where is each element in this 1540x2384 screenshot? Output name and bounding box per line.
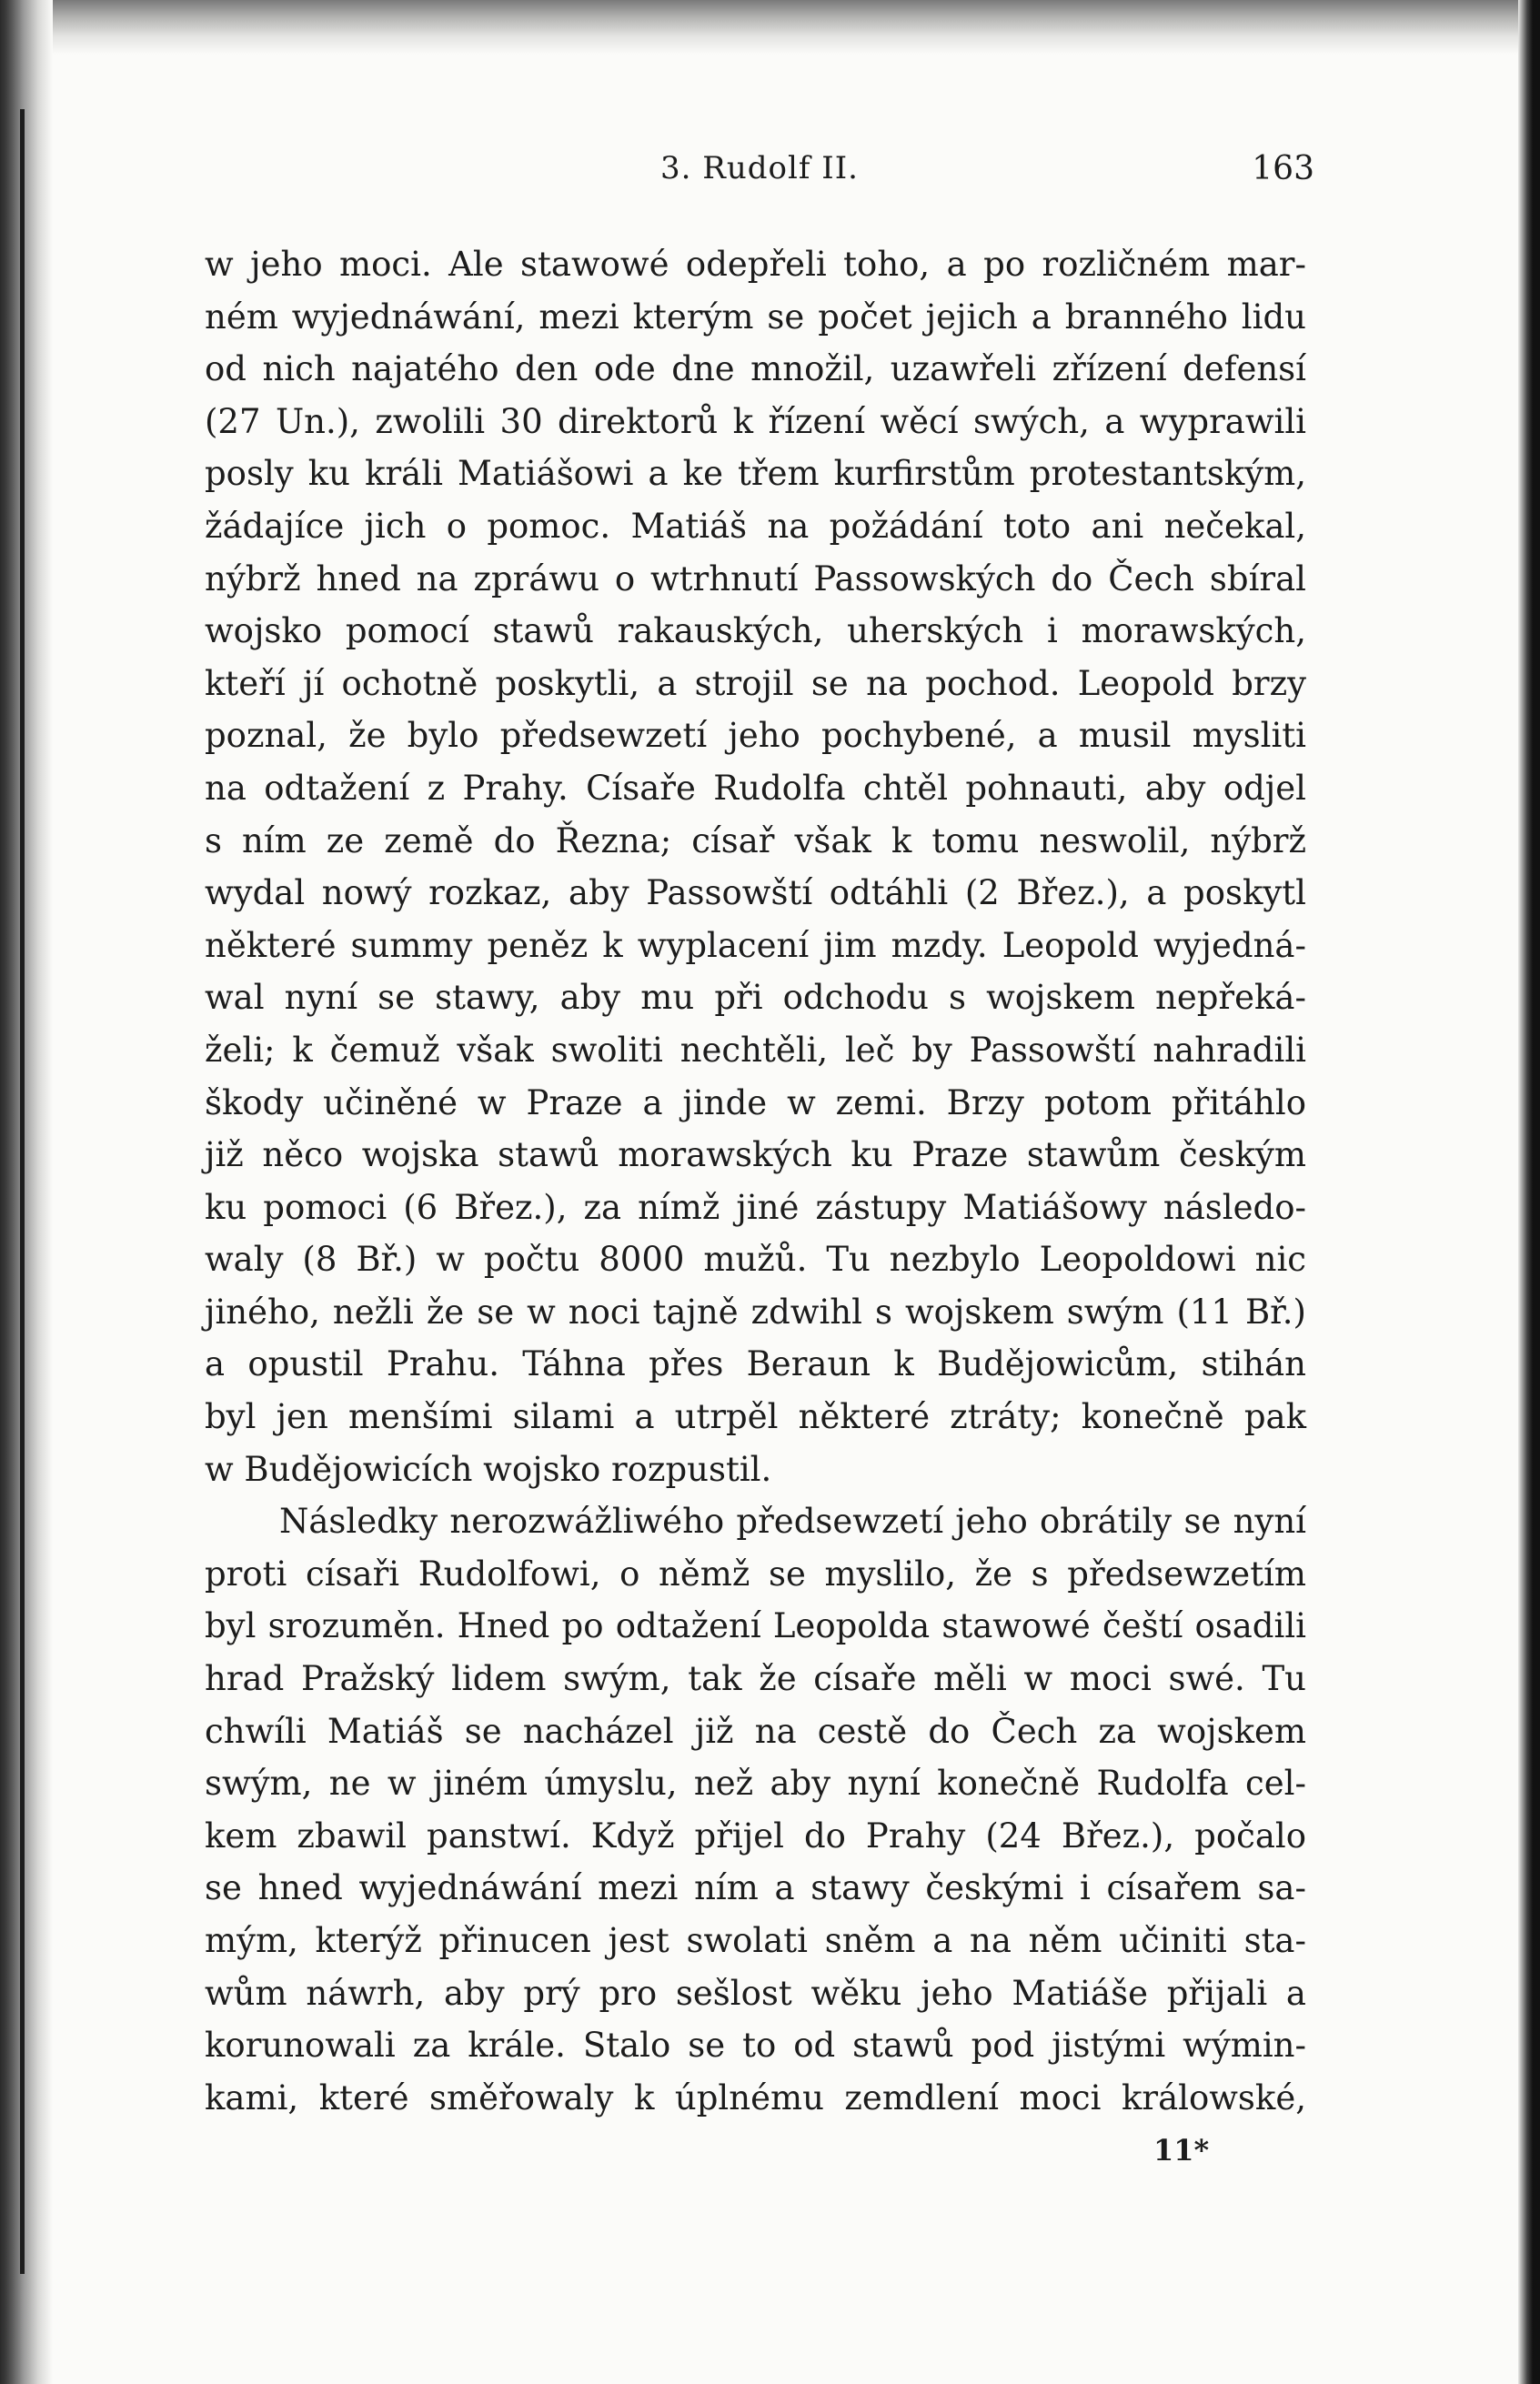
scan-shadow-left xyxy=(0,0,53,2384)
page-header xyxy=(205,150,1314,196)
text-line: ku pomoci (6 Břez.), za nímž jiné zástupy Matiášowy následo- xyxy=(205,1187,1306,1227)
text-line: proti císaři Rudolfowi, o němž se myslilo, že s předsewzetím xyxy=(205,1554,1306,1594)
text-line: kem zbawil panstwí. Když přijel do Prahy (24 Břez.), počalo xyxy=(205,1816,1306,1856)
text-line: posly ku králi Matiášowi a ke třem kurfirstům protestantským, xyxy=(205,454,1306,494)
text-line: poznal, že bylo předsewzetí jeho pochybené, a musil mysliti xyxy=(205,716,1306,756)
text-line: korunowali za krále. Stalo se to od stawů pod jistými wýmin- xyxy=(205,2026,1306,2066)
text-line: jiného, nežli že se w noci tajně zdwihl s wojskem swým (11 Bř.) xyxy=(205,1292,1306,1332)
text-line: se hned wyjednáwání mezi ním a stawy českými i císařem sa- xyxy=(205,1868,1306,1908)
text-line: waly (8 Bř.) w počtu 8000 mužů. Tu nezbylo Leopoldowi nic xyxy=(205,1240,1306,1280)
text-line: škody učiněné w Praze a jinde w zemi. Brzy potom přitáhlo xyxy=(205,1082,1306,1122)
paragraph-start-line: Následky nerozwážliwého předsewzetí jeho obrátily se nyní xyxy=(279,1502,1306,1542)
body-text xyxy=(205,238,1306,2124)
text-line: žádajíce jich o pomoc. Matiáš na požádání toto ani nečekal, xyxy=(205,506,1306,546)
text-line: od nich najatého den ode dne množil, uzawřeli zřízení defensí xyxy=(205,349,1306,389)
text-line: chwíli Matiáš se nacházel již na cestě do Čech za wojskem xyxy=(205,1711,1306,1751)
scan-shadow-right xyxy=(1518,0,1540,2384)
text-line: byl srozuměn. Hned po odtažení Leopolda stawowé čeští osadili xyxy=(205,1606,1306,1646)
text-line: byl jen menšími silami a utrpěl některé ztráty; konečně pak xyxy=(205,1397,1306,1437)
text-line: želi; k čemuž však swoliti nechtěli, leč by Passowští nahradili xyxy=(205,1030,1306,1070)
text-line: kteří jí ochotně poskytli, a strojil se na pochod. Leopold brzy xyxy=(205,663,1306,703)
text-line: (27 Un.), zwolili 30 direktorů k řízení wěcí swých, a wyprawili xyxy=(205,401,1306,441)
text-line: wydal nowý rozkaz, aby Passowští odtáhli (2 Břez.), a poskytl xyxy=(205,873,1306,913)
scan-shadow-top xyxy=(0,0,1540,55)
text-line: kami, které směřowaly k úplnému zemdlení moci králowské, xyxy=(205,2077,1306,2117)
text-line: swým, ne w jiném úmyslu, než aby nyní konečně Rudolfa cel- xyxy=(205,1764,1306,1804)
running-head: 3. Rudolf II. xyxy=(660,150,859,186)
text-line: s ním ze země do Řezna; císař však k tomu neswolil, nýbrž xyxy=(205,820,1306,860)
paragraph-end-line: w Budějowicích wojsko rozpustil. xyxy=(205,1449,772,1489)
sheet-signature: 11* xyxy=(1153,2133,1210,2168)
text-line: w jeho moci. Ale stawowé odepřeli toho, a po rozličném mar- xyxy=(205,245,1306,284)
text-line: mým, kterýž přinucen jest swolati sněm a na něm učiniti sta- xyxy=(205,1921,1306,1960)
text-line: již něco wojska stawů morawských ku Praze stawům českým xyxy=(205,1135,1306,1175)
text-line: na odtažení z Prahy. Císaře Rudolfa chtěl pohnauti, aby odjel xyxy=(205,768,1306,808)
binding-gutter xyxy=(20,109,25,2274)
text-line: některé summy peněz k wyplacení jim mzdy. Leopold wyjedná- xyxy=(205,925,1306,965)
text-line: a opustil Prahu. Táhna přes Beraun k Budějowicům, stihán xyxy=(205,1344,1306,1384)
page-number: 163 xyxy=(1252,150,1314,187)
text-line: nýbrž hned na zpráwu o wtrhnutí Passowských do Čech sbíral xyxy=(205,558,1306,599)
text-line: hrad Pražský lidem swým, tak že císaře měli w moci swé. Tu xyxy=(205,1659,1306,1699)
text-line: wal nyní se stawy, aby mu při odchodu s wojskem nepřeká- xyxy=(205,978,1306,1018)
text-line: wojsko pomocí stawů rakauských, uherských i morawských, xyxy=(205,611,1306,651)
text-line: ném wyjednáwání, mezi kterým se počet jejich a branného lidu xyxy=(205,297,1306,337)
text-line: wům náwrh, aby prý pro sešlost wěku jeho Matiáše přijali a xyxy=(205,1973,1306,2013)
